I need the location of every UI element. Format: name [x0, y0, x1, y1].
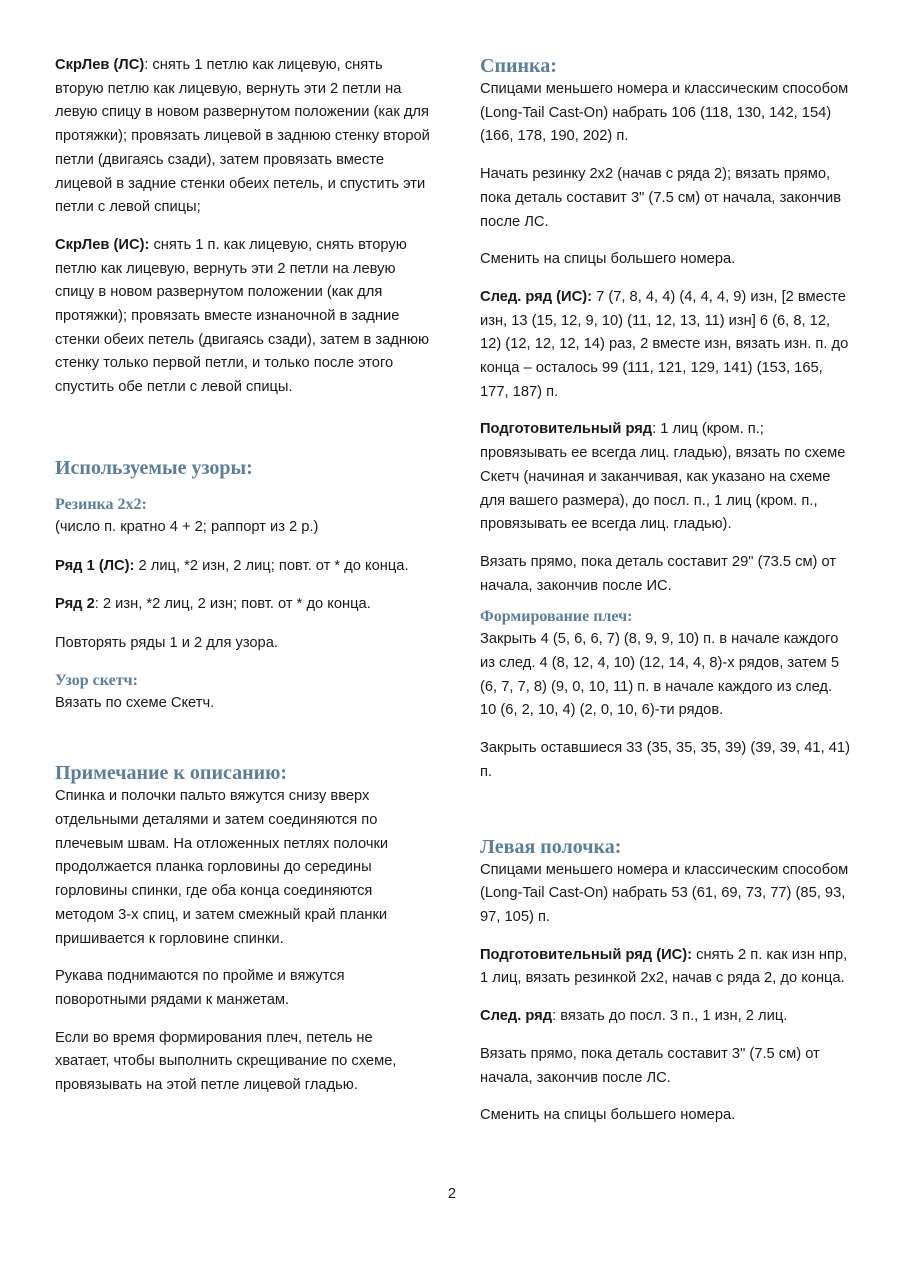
note-heading: Примечание к описанию:	[55, 762, 288, 785]
back-paragraph-1: Спицами меньшего номера и классическим способом (Long-Tail Cast-On) набрать 106 (118, 130, 142, 154) (166, 178, 190, 202) п.	[480, 81, 849, 145]
lf-next-text: : вязать до посл. 3 п., 1 изн, 2 лиц.	[552, 1008, 788, 1025]
next-row-paragraph	[480, 286, 852, 405]
term-skrlev-is: СкрЛев (ИС):	[55, 236, 150, 253]
page-number: 2	[447, 1186, 457, 1202]
left-front-paragraph-2: Вязать прямо, пока деталь составит 3" (7.5 см) от начала, закончив после ЛС.	[480, 1045, 820, 1086]
skrlev-is-text: снять 1 п. как лицевую, снять вторую петлю как лицевую, вернуть эти 2 петли на левую спицу в новом развернутом положении (как для протяжки); провязать вместе изнаночной в задние стенки обеих петель (двигаясь сзади), затем в заднюю стенку только первой петли, и только после этого спустить обе петли с левой спицы.	[55, 236, 430, 396]
shoulder-paragraph-1: Закрыть 4 (5, 6, 6, 7) (8, 9, 9, 10) п. в начале каждого из след. 4 (8, 12, 4, 10) (12, 14, 4, 8)-х рядов, затем 5 (6, 7, 7, 8) (9, 0, 10, 11) п. в начале каждого из след. 10 (6, 2, 10, 4) (2, 0, 10, 6)-ти рядов.	[480, 631, 840, 719]
row2-label: Ряд 2	[55, 596, 95, 613]
left-column	[55, 54, 431, 1098]
skrlev-ls-paragraph	[55, 54, 431, 220]
patterns-heading: Используемые узоры:	[55, 456, 253, 479]
left-front-paragraph-3: Сменить на спицы большего номера.	[480, 1107, 736, 1124]
right-column	[480, 54, 852, 1128]
back-paragraph-3: Сменить на спицы большего номера.	[480, 251, 736, 268]
term-skrlev-ls: СкрЛев (ЛС)	[55, 57, 145, 73]
back-heading: Спинка:	[480, 55, 557, 77]
repeat-text: Повторять ряды 1 и 2 для узора.	[55, 634, 278, 651]
back-paragraph-2: Начать резинку 2х2 (начав с ряда 2); вязать прямо, пока деталь составит 3" (7.5 см) от начала, закончив после ЛС.	[480, 166, 841, 230]
row2-paragraph	[55, 593, 431, 617]
lf-prep-paragraph	[480, 944, 852, 991]
lf-next-paragraph	[480, 1005, 852, 1029]
note-paragraph-3: Если во время формирования плеч, петель не хватает, чтобы выполнить скрещивание по схеме, провязывать на этой петле лицевой гладью.	[55, 1029, 397, 1094]
sketch-description: Вязать по схеме Скетч.	[55, 694, 215, 711]
prep-row-label: Подготовительный ряд	[480, 421, 653, 438]
note-paragraph-2: Рукава поднимаются по пройме и вяжутся поворотными рядами к манжетам.	[55, 968, 345, 1008]
next-row-label: След. ряд (ИС):	[480, 288, 592, 305]
row1-paragraph	[55, 555, 431, 579]
lf-prep-label: Подготовительный ряд (ИС):	[480, 946, 693, 963]
rib-heading: Резинка 2х2:	[55, 495, 147, 513]
lf-prep-text: снять 2 п. как изн нпр, 1 лиц, вязать резинкой 2х2, начав с ряда 2, до конца.	[480, 946, 848, 987]
shoulder-heading: Формирование плеч:	[480, 608, 633, 626]
rib-description: (число п. кратно 4 + 2; раппорт из 2 р.)	[55, 518, 319, 535]
row1-label: Ряд 1 (ЛС):	[55, 557, 135, 574]
sketch-heading: Узор скетч:	[55, 671, 138, 689]
prep-row-paragraph	[480, 418, 852, 537]
row1-text: 2 лиц, *2 изн, 2 лиц; повт. от * до конца.	[134, 557, 409, 574]
row2-text: : 2 изн, *2 лиц, 2 изн; повт. от * до конца.	[94, 596, 371, 613]
next-row-text: 7 (7, 8, 4, 4) (4, 4, 4, 9) изн, [2 вместе изн, 13 (15, 12, 9, 10) (11, 12, 13, 11) изн] 6 (6, 8, 12, 12) (12, 12, 12, 14) раз, 2 вместе изн, вязать изн. п. до конца – осталось 99 (111, 121, 129, 141) (153, 165, 177, 187) п.	[480, 288, 849, 400]
prep-row-text: : 1 лиц (кром. п.; провязывать ее всегда лиц. гладью), вязать по схеме Скетч (начиная и заканчивая, как указано на схеме для вашего размера), до посл. п., 1 лиц (кром. п., провязывать ее всегда лиц. гладью).	[480, 421, 846, 533]
left-front-paragraph-1: Спицами меньшего номера и классическим способом (Long-Tail Cast-On) набрать 53 (61, 69, 73, 77) (85, 93, 97, 105) п.	[480, 861, 849, 925]
left-front-heading: Левая полочка:	[480, 835, 622, 858]
back-paragraph-4: Вязать прямо, пока деталь составит 29" (73.5 см) от начала, закончив после ИС.	[480, 553, 837, 594]
skrlev-is-paragraph	[55, 234, 431, 400]
skrlev-ls-text: : снять 1 петлю как лицевую, снять вторую петлю как лицевую, вернуть эти 2 петли на левую спицу в новом развернутом положении (как для протяжки); провязать лицевой в заднюю стенку второй петли (двигаясь сзади), затем провязать вместе лицевой в задние стенки обеих петель, и спустить эти петли с левой спицы;	[55, 57, 430, 216]
lf-next-label: След. ряд	[480, 1008, 553, 1025]
shoulder-paragraph-2: Закрыть оставшиеся 33 (35, 35, 35, 39) (39, 39, 41, 41) п.	[480, 740, 850, 780]
note-paragraph-1: Спинка и полочки пальто вяжутся снизу вверх отдельными деталями и затем соединяются по плечевым швам. На отложенных петлях полочки продолжается планка горловины до середины горловины спинки, где оба конца соединяются методом 3-х спиц, и затем смежный край планки пришивается к горловине спинки.	[55, 788, 389, 947]
